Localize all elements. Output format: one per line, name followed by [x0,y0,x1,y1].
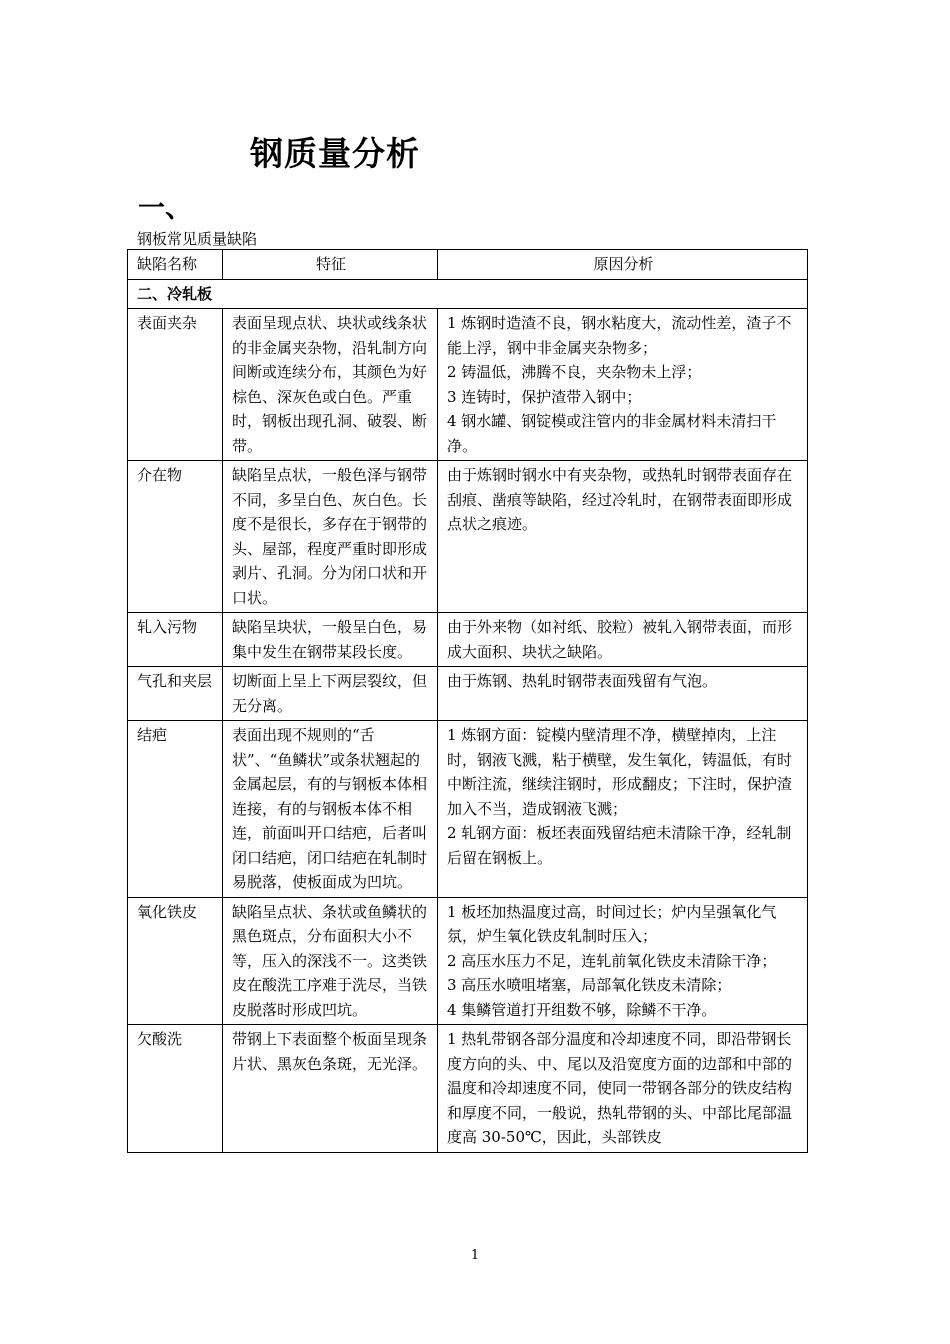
cause-line: 1 板坯加热温度过高，时间过长；炉内呈强氧化气氛，炉生氧化铁皮轧制时压入； [447,902,777,945]
group-row [128,279,808,309]
cause-line: 4 集鳞管道打开组数不够，除鳞不干净。 [447,1000,717,1019]
defect-name: 轧入污物 [128,613,223,667]
cause-line: 2 铸温低，沸腾不良，夹杂物未上浮； [447,363,702,381]
table-row [128,309,808,461]
table-row [128,613,808,667]
table-row [128,667,808,721]
cause-line: 1 热轧带钢各部分温度和冷却速度不同，即沿带钢长度方向的头、中、尾以及沿宽度方面的边部和中部的温度和冷却速度不同，使同一带钢各部分的铁皮结构和厚度不同，一般说，热轧带钢的头、中部比尾部温度高 30-50℃，因此，头部铁皮 [447,1030,793,1146]
defect-cause [438,309,808,461]
cause-line: 4 钢水罐、钢锭模或注管内的非金属材料未清扫干净。 [447,412,777,455]
table-row [128,897,808,1025]
table-caption: 钢板常见质量缺陷 [137,230,258,248]
table-row [128,1025,808,1153]
group-label: 二、冷轧板 [128,279,808,309]
defect-cause [438,1025,808,1153]
defect-feature: 缺陷呈点状、条状或鱼鳞状的黑色斑点，分布面积大小不等，压入的深浅不一。这类铁皮在酸洗工序难于洗尽，当铁皮脱落时形成凹坑。 [223,897,438,1025]
defect-feature: 带钢上下表面整个板面呈现条片状、黑灰色条斑，无光泽。 [223,1025,438,1153]
cause-line: 由于炼钢时钢水中有夹杂物，或热轧时钢带表面存在刮痕、凿痕等缺陷，经过冷轧时，在钢带表面即形成点状之痕迹。 [447,466,793,533]
cause-line: 由于外来物（如衬纸、胶粒）被轧入钢带表面，而形成大面积、块状之缺陷。 [447,618,793,661]
defect-name: 欠酸洗 [128,1025,223,1153]
header-cause: 原因分析 [438,250,808,280]
cause-line: 1 炼钢时造渣不良，钢水粘度大，流动性差，渣子不能上浮，钢中非金属夹杂物多； [447,314,792,357]
table-row [128,461,808,613]
defect-feature: 切断面上呈上下两层裂纹，但无分离。 [223,667,438,721]
defect-name: 氧化铁皮 [128,897,223,1025]
defect-cause [438,667,808,721]
defect-feature: 缺陷呈块状，一般呈白色，易集中发生在钢带某段长度。 [223,613,438,667]
defect-name: 介在物 [128,461,223,613]
defect-cause [438,461,808,613]
header-defect-name: 缺陷名称 [128,250,223,280]
cause-line: 由于炼钢、热轧时钢带表面残留有气泡。 [447,672,718,690]
defect-name: 表面夹杂 [128,309,223,461]
defect-name: 结疤 [128,721,223,898]
header-feature: 特征 [223,250,438,280]
defect-cause [438,613,808,667]
defect-feature: 缺陷呈点状，一般色泽与钢带不同，多呈白色、灰白色。长度不是很长，多存在于钢带的头、屋部，程度严重时即形成剥片、孔洞。分为闭口状和开口状。 [223,461,438,613]
page-number: 1 [470,1248,480,1263]
cause-line: 1 炼钢方面：锭模内壁清理不净，横壁掉肉，上注时，钢液飞溅，粘于横壁，发生氧化，铸温低，有时中断注流，继续注钢时，形成翻皮；下注时，保护渣加入不当，造成钢液飞溅； [447,726,793,818]
document-title: 钢质量分析 [250,134,420,173]
cause-line: 2 轧钢方面：板坯表面残留结疤未清除干净，经轧制后留在钢板上。 [447,824,792,867]
table-row [128,721,808,898]
cause-line: 2 高压水压力不足，连轧前氧化铁皮未清除干净； [447,951,777,970]
cause-line: 3 高压水喷咀堵塞，局部氧化铁皮未清除； [447,976,732,994]
defect-cause [438,721,808,898]
cause-line: 3 连铸时，保护渣带入钢中； [447,387,642,406]
defect-cause [438,897,808,1025]
defect-feature: 表面呈现点状、块状或线条状的非金属夹杂物，沿轧制方向间断或连续分布，其颜色为好棕色、深灰色或白色。严重时，钢板出现孔洞、破裂、断带。 [223,309,438,461]
defects-table [127,249,808,1153]
table-header-row [128,250,808,280]
section-number: 一、 [138,193,192,224]
defect-feature: 表面出现不规则的“舌状”、“鱼鳞状”或条状翘起的金属起层，有的与钢板本体相连接，有的与钢板本体不相连，前面叫开口结疤，后者叫闭口结疤，闭口结疤在轧制时易脱落，使板面成为凹坑。 [223,721,438,898]
defect-name: 气孔和夹层 [128,667,223,721]
